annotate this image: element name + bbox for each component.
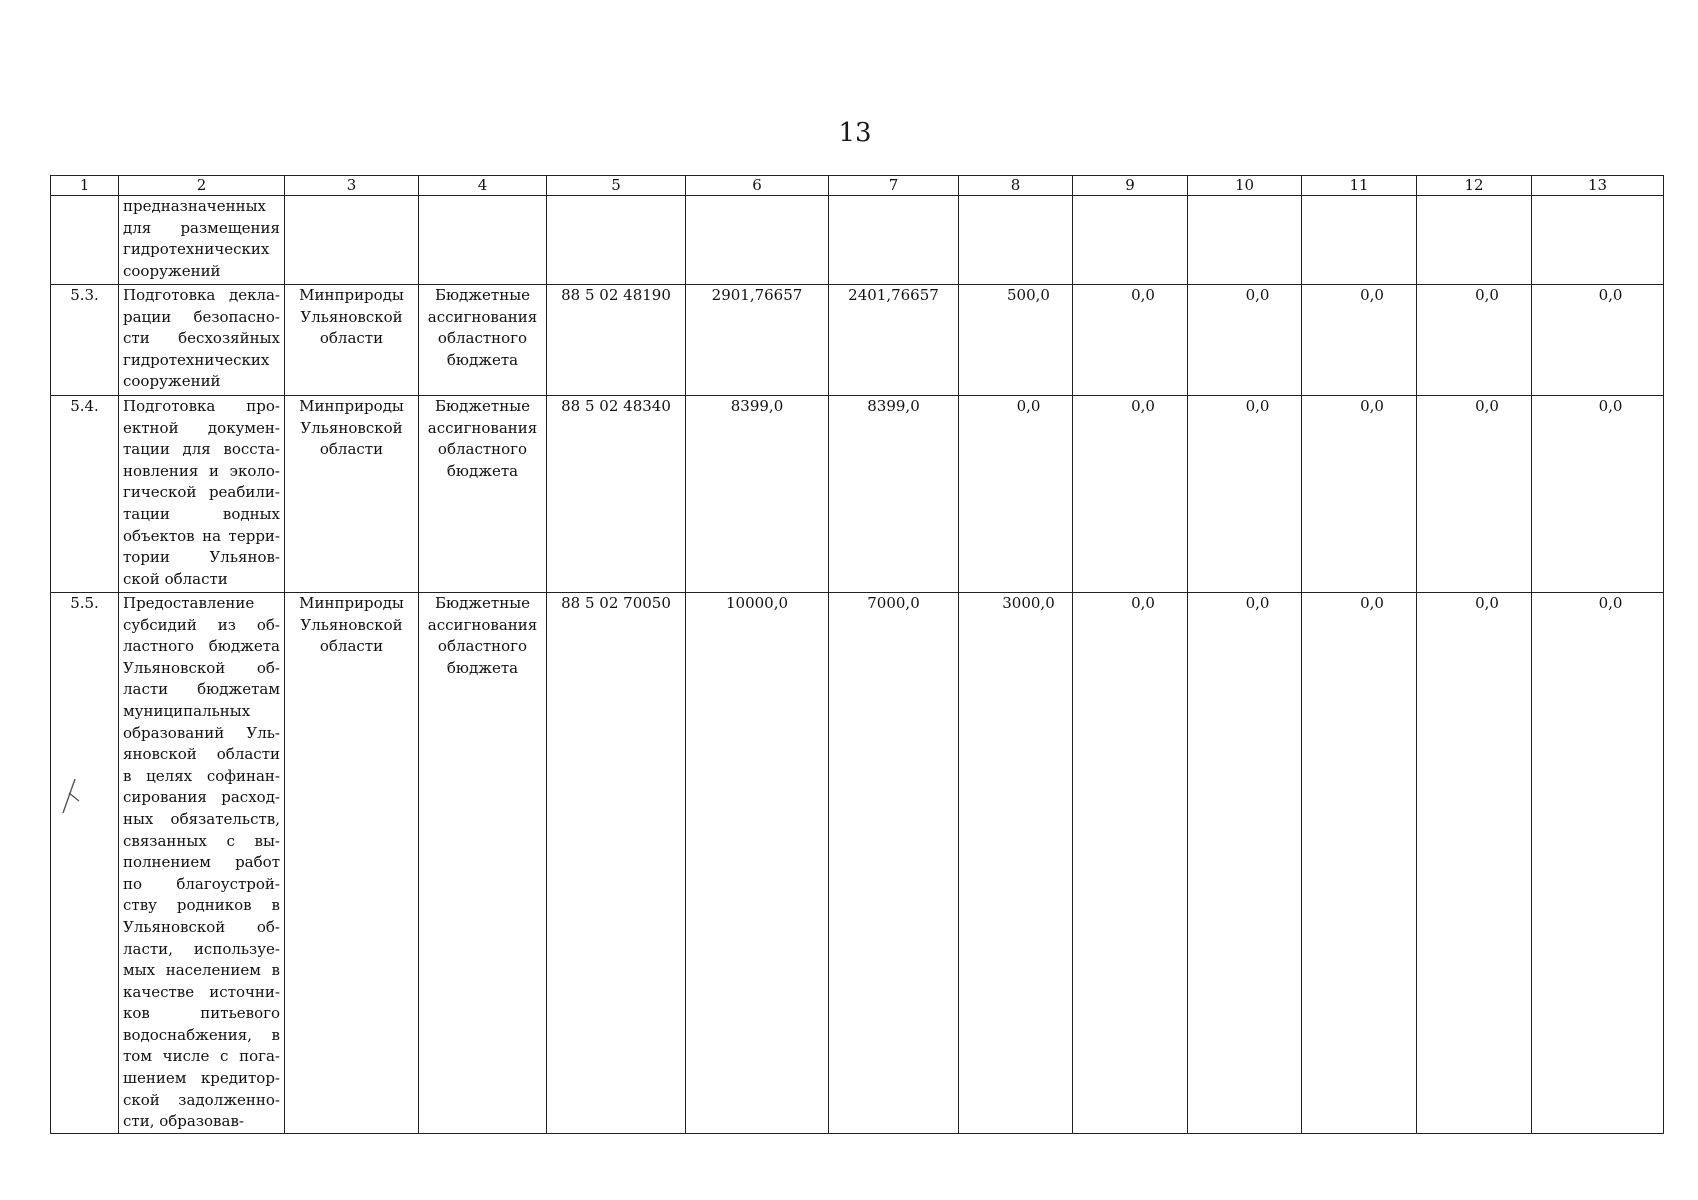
measure-name-line: ластного бюджета: [123, 637, 280, 656]
amount-y2: [959, 196, 1073, 285]
amount-value: 0,0: [1598, 594, 1623, 612]
amount-y5: [1302, 196, 1417, 285]
measure-name-line: шением кредитор-: [123, 1069, 280, 1088]
amount-y1: [829, 285, 959, 396]
measure-name-line: сооружений: [123, 372, 221, 391]
table-row: [51, 396, 1664, 593]
amount-value: 2401,76657: [848, 286, 939, 304]
measure-name-line: сти бесхозяйных: [123, 329, 280, 348]
amount-y4: [1188, 196, 1302, 285]
amount-value: 2901,76657: [711, 286, 803, 304]
measure-name: [119, 285, 285, 396]
measure-name-line: сирования расход-: [123, 788, 280, 807]
amount-value: 0,0: [1598, 286, 1623, 304]
column-header-13: 13: [1532, 176, 1664, 196]
amount-y4: [1188, 285, 1302, 396]
amount-value: 8399,0: [730, 397, 784, 415]
measure-name-line: субсидий из об-: [123, 615, 280, 634]
measure-name-line: гидротехнических: [123, 350, 270, 369]
amount-y1: [829, 196, 959, 285]
amount-y1: [829, 396, 959, 593]
measure-name-line: мых населением в: [123, 961, 280, 980]
amount-y4: [1188, 396, 1302, 593]
amount-y2: [959, 396, 1073, 593]
amount-value: 0,0: [1475, 286, 1499, 304]
amount-value: 3000,0: [1002, 594, 1055, 612]
row-number: 5.4.: [51, 396, 119, 593]
measure-name-line: водоснабжения, в: [123, 1025, 280, 1044]
responsible-organization: Минприроды Ульяновской области: [285, 285, 419, 396]
measure-name-line: сооружений: [123, 261, 221, 280]
measure-name-line: ласти, используе-: [123, 939, 280, 958]
table-row: [51, 285, 1664, 396]
row-number: 5.5.: [51, 593, 119, 1134]
responsible-organization: [285, 196, 419, 285]
funding-source: [419, 196, 547, 285]
amount-y7: [1532, 593, 1664, 1134]
amount-value: 0,0: [1131, 397, 1155, 415]
budget-table: [50, 175, 1664, 1134]
amount-y5: [1302, 593, 1417, 1134]
column-header-10: 10: [1188, 176, 1302, 196]
measure-name-line: ектной докумен-: [123, 418, 280, 437]
row-number: 5.3.: [51, 285, 119, 396]
column-header-4: 4: [419, 176, 547, 196]
measure-name-line: качестве источни-: [123, 982, 280, 1001]
column-header-11: 11: [1302, 176, 1417, 196]
handwritten-mark: [55, 775, 85, 815]
budget-code: 88 5 02 48190: [547, 285, 686, 396]
amount-y3: [1073, 285, 1188, 396]
amount-value: 0,0: [1475, 594, 1499, 612]
measure-name-line: образований Уль-: [123, 723, 280, 742]
measure-name: [119, 196, 285, 285]
amount-y1: [829, 593, 959, 1134]
funding-source: Бюджетные ассигнования областного бюджета: [419, 396, 547, 593]
column-header-1: 1: [51, 176, 119, 196]
table-row: [51, 196, 1664, 285]
amount-y7: [1532, 196, 1664, 285]
measure-name-line: ласти бюджетам: [123, 680, 280, 699]
measure-name-line: Ульяновской об-: [123, 658, 280, 677]
amount-total: [686, 285, 829, 396]
measure-name-line: новления и эколо-: [123, 461, 280, 480]
amount-y6: [1417, 285, 1532, 396]
measure-name-line: ству родников в: [123, 896, 280, 915]
column-header-9: 9: [1073, 176, 1188, 196]
amount-y6: [1417, 593, 1532, 1134]
amount-y3: [1073, 593, 1188, 1134]
measure-name-line: гидротехнических: [123, 240, 270, 259]
measure-name-line: объектов на терри-: [123, 526, 280, 545]
budget-code: 88 5 02 70050: [547, 593, 686, 1134]
measure-name-line: рации безопасно-: [123, 307, 280, 326]
column-header-5: 5: [547, 176, 686, 196]
amount-value: 500,0: [1007, 286, 1050, 304]
measure-name-line: предназначенных: [123, 197, 266, 215]
amount-value: 0,0: [1598, 397, 1623, 415]
amount-value: 0,0: [1360, 594, 1384, 612]
amount-value: 0,0: [1245, 594, 1270, 612]
measure-name: [119, 396, 285, 593]
measure-name-line: сти, образовав-: [123, 1112, 244, 1131]
measure-name-line: яновской области: [123, 745, 280, 764]
amount-y5: [1302, 285, 1417, 396]
amount-total: [686, 196, 829, 285]
measure-name-line: связанных с вы-: [123, 831, 280, 850]
amount-y2: [959, 285, 1073, 396]
measure-name-line: Ульяновской об-: [123, 917, 280, 936]
measure-name-line: ской области: [123, 569, 228, 588]
column-header-12: 12: [1417, 176, 1532, 196]
amount-value: 7000,0: [867, 594, 920, 612]
amount-value: 0,0: [1131, 594, 1155, 612]
measure-name-line: Подготовка декла-: [123, 286, 280, 304]
table-row: [51, 593, 1664, 1134]
funding-source: Бюджетные ассигнования областного бюджета: [419, 285, 547, 396]
column-number-row: [51, 176, 1664, 196]
responsible-organization: Минприроды Ульяновской области: [285, 396, 419, 593]
amount-value: 0,0: [1360, 286, 1384, 304]
amount-value: 0,0: [1245, 397, 1270, 415]
measure-name: [119, 593, 285, 1134]
amount-value: 10000,0: [725, 594, 789, 612]
column-header-7: 7: [829, 176, 959, 196]
amount-value: 8399,0: [867, 397, 920, 415]
amount-y7: [1532, 285, 1664, 396]
measure-name-line: ков питьевого: [123, 1004, 280, 1023]
amount-total: [686, 593, 829, 1134]
measure-name-line: том числе с пога-: [123, 1047, 280, 1066]
page-number: 13: [838, 118, 872, 148]
amount-total: [686, 396, 829, 593]
column-header-2: 2: [119, 176, 285, 196]
measure-name-line: ных обязательств,: [123, 809, 280, 828]
amount-y3: [1073, 396, 1188, 593]
amount-value: 0,0: [1360, 397, 1384, 415]
amount-y6: [1417, 396, 1532, 593]
measure-name-line: Подготовка про-: [123, 397, 280, 415]
amount-y6: [1417, 196, 1532, 285]
amount-value: 0,0: [1245, 286, 1270, 304]
measure-name-line: по благоустрой-: [123, 874, 280, 893]
budget-code: [547, 196, 686, 285]
measure-name-line: гической реабили-: [123, 483, 280, 502]
measure-name-line: муниципальных: [123, 701, 251, 720]
column-header-3: 3: [285, 176, 419, 196]
amount-y5: [1302, 396, 1417, 593]
amount-value: 0,0: [1016, 397, 1041, 415]
amount-y7: [1532, 396, 1664, 593]
measure-name-line: полнением работ: [123, 853, 280, 872]
measure-name-line: в целях софинан-: [123, 766, 280, 785]
row-number: [51, 196, 119, 285]
measure-name-line: ской задолженно-: [123, 1090, 280, 1109]
amount-y2: [959, 593, 1073, 1134]
amount-value: 0,0: [1475, 397, 1499, 415]
responsible-organization: Минприроды Ульяновской области: [285, 593, 419, 1134]
measure-name-line: Предоставление: [123, 594, 255, 612]
amount-y4: [1188, 593, 1302, 1134]
budget-code: 88 5 02 48340: [547, 396, 686, 593]
amount-value: 0,0: [1131, 286, 1155, 304]
measure-name-line: для размещения: [123, 218, 280, 237]
column-header-6: 6: [686, 176, 829, 196]
measure-name-line: тории Ульянов-: [123, 548, 280, 567]
amount-y3: [1073, 196, 1188, 285]
funding-source: Бюджетные ассигнования областного бюджета: [419, 593, 547, 1134]
measure-name-line: тации для восста-: [123, 440, 280, 459]
column-header-8: 8: [959, 176, 1073, 196]
measure-name-line: тации водных: [123, 504, 280, 523]
